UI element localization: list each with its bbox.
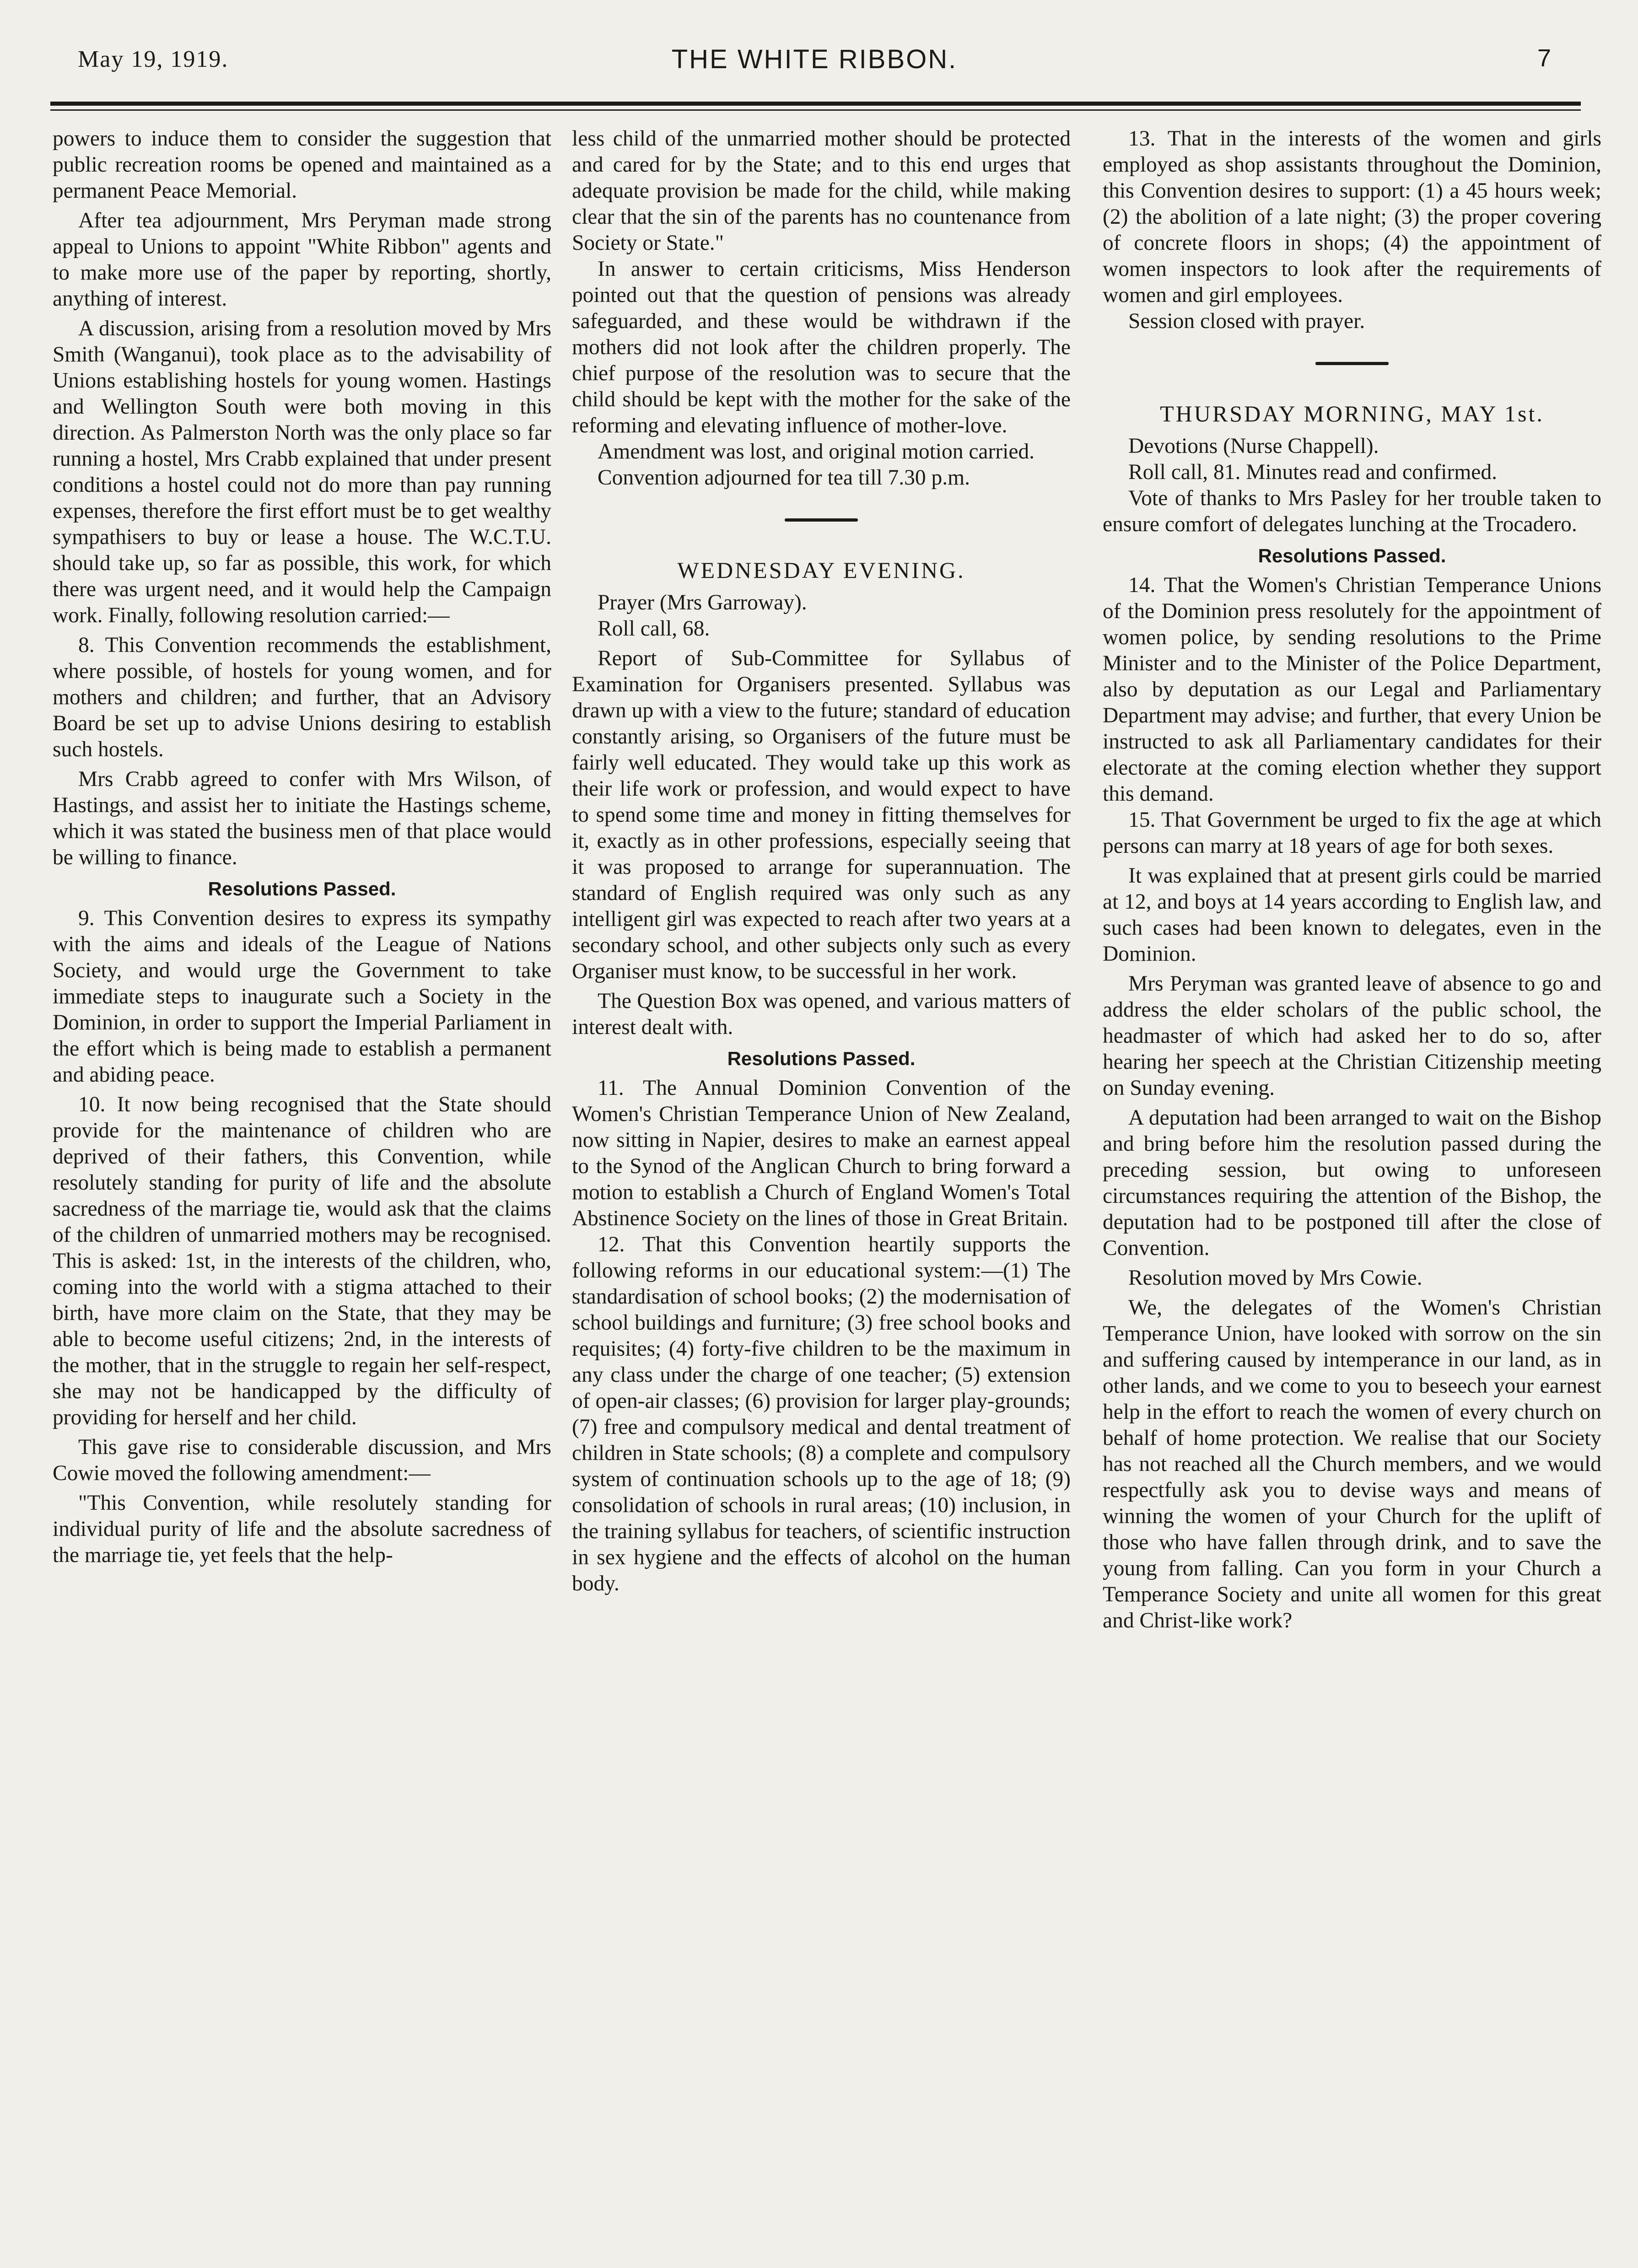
paragraph: powers to induce them to consider the suggestion that public recreation rooms be opened and maintained as a permanent Peace Memorial. [53, 127, 551, 203]
amendment-text: "This Convention, while resolutely standing for individual purity of life and the absolute sacredness of the marriage tie, yet feels that the help- [53, 1491, 551, 1567]
paragraph: After tea adjournment, Mrs Peryman made strong appeal to Unions to appoint "White Ribbon" agents and to make more use of the paper by reporting, shortly, anything of interest. [53, 209, 551, 311]
section-heading: THURSDAY MORNING, MAY 1st. [1160, 401, 1544, 426]
paragraph: Roll call, 81. Minutes read and confirmed. [1128, 460, 1497, 484]
column-1 [53, 126, 551, 2258]
paragraph: It was explained that at present girls could be married at 12, and boys at 14 years according to English law, and such cases had been known to delegates, even in the Dominion. [1103, 864, 1601, 966]
resolution-14: 14. That the Women's Christian Temperance Unions of the Dominion press resolutely for the appointment of women police, by sending resolutions to the Prime Minister and to the Minister of the Police Department, also by deputation as our Legal and Parliamentary Department may advise; and further, that every Union be instructed to ask all Parliamentary candidates for their electorate at the coming election whether they support this demand. [1103, 573, 1601, 806]
resolutions-heading: Resolutions Passed. [208, 878, 396, 900]
paragraph: This gave rise to considerable discussion, and Mrs Cowie moved the following amendment:— [53, 1435, 551, 1485]
paragraph: Session closed with prayer. [1128, 309, 1365, 333]
resolution-12: 12. That this Convention heartily supports the following reforms in our educational system:—(1) The standardisation of school books; (2) the modernisation of school buildings and furniture; (3) free school books and requisites; (4) forty-five children to be the maximum in any class under the charge of one teacher; (5) extension of open-air classes; (6) provision for larger play-grounds; (7) free and compulsory medical and dental treatment of children in State schools; (8) a complete and compulsory system of continuation schools up to the age of 18; (9) consolidation of schools in rural areas; (10) inclusion, in the training syllabus for teachers, of scientific instruction in sex hygiene and the effects of alcohol on the human body. [572, 1233, 1071, 1595]
amendment-text-cont: less child of the unmarried mother should be protected and cared for by the State; and to this end urges that adequate provision be made for the child, while making clear that the sin of the parents has no countenance from Society or State." [572, 127, 1071, 255]
resolutions-heading: Resolutions Passed. [727, 1048, 916, 1069]
paragraph: A deputation had been arranged to wait on the Bishop and bring before him the resolution passed during the preceding session, but owing to unforeseen circumstances requiring the attention of the Bishop, the deputation had to be postponed till after the close of Convention. [1103, 1106, 1601, 1260]
paragraph: Roll call, 68. [598, 617, 710, 641]
masthead-rule-thick [50, 102, 1581, 106]
resolution-10: 10. It now being recognised that the State should provide for the maintenance of children who are deprived of their fathers, this Convention, while resolutely standing for purity of life and the absolute sacredness of the marriage tie, would ask that the claims of the children of unmarried mothers may be recognised. This is asked: 1st, in the interests of the children, who, coming into the world with a stigma attached to their birth, have more claim on the State, that they may be able to become useful citizens; 2nd, in the interests of the mother, that in the struggle to regain her self-respect, she may not be handicapped by the difficulty of providing for herself and her child. [53, 1093, 551, 1429]
section-heading: WEDNESDAY EVENING. [677, 557, 965, 583]
resolutions-heading: Resolutions Passed. [1258, 545, 1446, 566]
paragraph: Resolution moved by Mrs Cowie. [1128, 1266, 1422, 1290]
resolution-11: 11. The Annual Dominion Convention of the Women's Christian Temperance Union of New Zealand, now sitting in Napier, desires to make an earnest appeal to the Synod of the Anglican Church to bring forward a motion to establish a Church of England Women's Total Abstinence Society on the lines of those in Great Britain. [572, 1076, 1071, 1230]
paragraph: Convention adjourned for tea till 7.30 p.m. [598, 466, 970, 490]
paragraph: Mrs Peryman was granted leave of absence to go and address the elder scholars of the public school, the headmaster of which had asked her to do so, after hearing her speech at the Christian Citizenship meeting on Sunday evening. [1103, 972, 1601, 1100]
paragraph: The Question Box was opened, and various matters of interest dealt with. [572, 989, 1071, 1039]
newspaper-title: THE WHITE RIBBON. [671, 44, 958, 74]
paragraph: In answer to certain criticisms, Miss Henderson pointed out that the question of pensions was already safeguarded, and these would be withdrawn if the mothers did not look after the children properly. The chief purpose of the resolution was to secure that the child should be kept with the mother for the sake of the reforming and elevating influence of mother-love. [572, 257, 1071, 437]
masthead-rule-thin [50, 109, 1581, 111]
paragraph: Prayer (Mrs Garroway). [598, 591, 807, 614]
masthead [50, 41, 1579, 105]
resolution-15: 15. That Government be urged to fix the age at which persons can marry at 18 years of age for both sexes. [1103, 808, 1601, 858]
paragraph: Amendment was lost, and original motion carried. [598, 440, 1035, 463]
issue-date: May 19, 1919. [78, 46, 229, 72]
page-number: 7 [1537, 44, 1551, 72]
column-3 [1103, 126, 1601, 2258]
paragraph: Vote of thanks to Mrs Pasley for her trouble taken to ensure comfort of delegates lunching at the Trocadero. [1103, 486, 1601, 536]
paragraph: A discussion, arising from a resolution moved by Mrs Smith (Wanganui), took place as to the advisability of Unions establishing hostels for young women. Hastings and Wellington South were both moving in this direction. As Palmerston North was the only place so far running a hostel, Mrs Crabb explained that under present conditions a hostel could not do more than pay running expenses, therefore the first effort must be to get wealthy sympathisers to buy or lease a house. The W.C.T.U. should take up, so far as possible, this work, for which there was urgent need, and it would help the Campaign work. Finally, following resolution carried:— [53, 317, 551, 627]
paragraph: Report of Sub-Committee for Syllabus of Examination for Organisers presented. Syllabus was drawn up with a view to the future; standard of education constantly arising, so Organisers of the future must be fairly well educated. They would take up this work as their life work or profession, and would expect to have to spend some time and money in fitting themselves for it, exactly as in other professions, especially seeing that it was proposed to arrange for superannuation. The standard of English required was only such as any intelligent girl was expected to reach after two years at a secondary school, and other subjects only such as every Organiser must know, to be successful in her work. [572, 646, 1071, 983]
paragraph: We, the delegates of the Women's Christian Temperance Union, have looked with sorrow on the sin and suffering caused by intemperance in our land, as in other lands, and we come to you to beseech your earnest help in the effort to reach the women of every church on behalf of home protection. We realise that our Society has not reached all the Church members, and we would respectfully ask you to devise ways and means of winning the women of your Church for the uplift of those who have fallen through drink, and to save the young from falling. Can you form in your Church a Temperance Society and unite all women for this great and Christ-like work? [1103, 1296, 1601, 1632]
paragraph: Devotions (Nurse Chappell). [1128, 434, 1379, 458]
resolution-13: 13. That in the interests of the women and girls employed as shop assistants throughout the Dominion, this Convention desires to support: (1) a 45 hours week; (2) the abolition of a late night; (3) the proper covering of concrete floors in shops; (4) the appointment of women inspectors to look after the requirements of women and girl employees. [1103, 127, 1601, 307]
resolution-9: 9. This Convention desires to express its sympathy with the aims and ideals of the League of Nations Society, and would urge the Government to take immediate steps to inaugurate such a Society in the Dominion, in order to support the Imperial Parliament in the effort which is being made to establish a permanent and abiding peace. [53, 906, 551, 1087]
column-2 [572, 126, 1071, 2258]
section-divider [785, 518, 858, 522]
resolution-8: 8. This Convention recommends the establishment, where possible, of hostels for young women, and for mothers and children; and further, that an Advisory Board be set up to advise Unions desiring to establish such hostels. [53, 633, 551, 761]
paragraph: Mrs Crabb agreed to confer with Mrs Wilson, of Hastings, and assist her to initiate the Hastings scheme, which it was stated the business men of that place would be willing to finance. [53, 767, 551, 869]
section-divider [1315, 362, 1389, 365]
